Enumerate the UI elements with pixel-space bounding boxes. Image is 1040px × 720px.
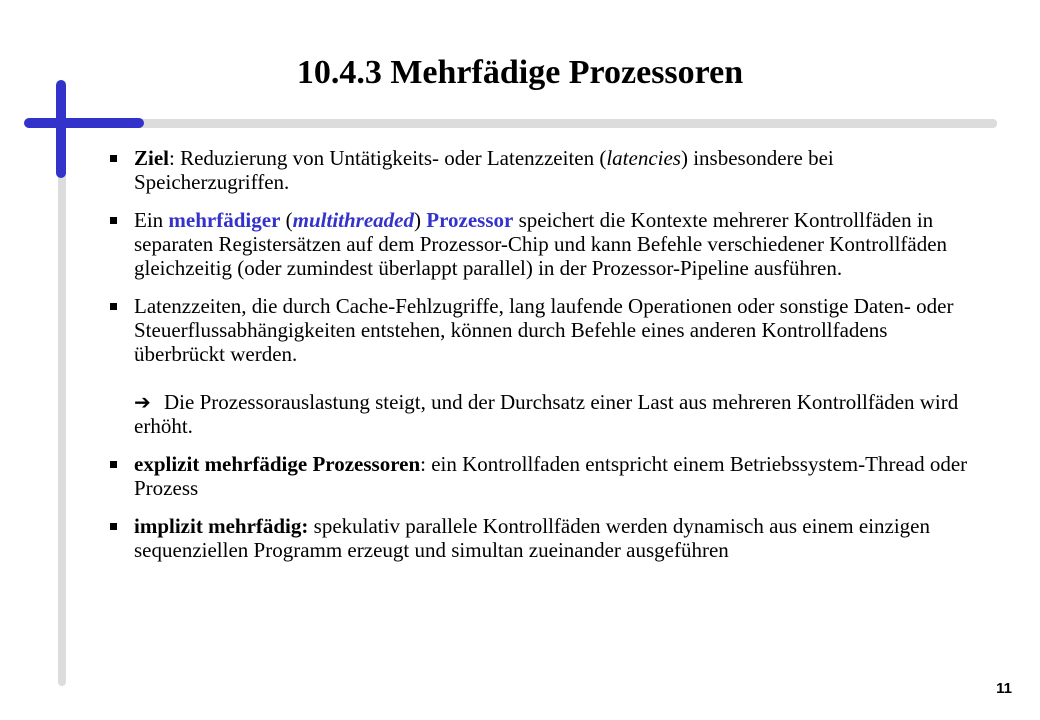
mt-lead: Ein xyxy=(134,208,169,232)
mt-term2: Prozessor xyxy=(426,208,514,232)
square-bullet-icon xyxy=(110,155,117,162)
explicit-text: : ein Kontrollfaden entspricht einem Betriebssystem-Thread oder Prozess xyxy=(134,452,968,500)
square-bullet-icon xyxy=(110,217,117,224)
implicit-text: spekulativ parallele Kontrollfäden werden dynamisch aus einem einzigen sequenziellen Programm erzeugt und simultan zueinander ausgeführen xyxy=(134,514,931,562)
latency-text: Latenzzeiten, die durch Cache-Fehlzugriffe, lang laufende Operationen oder sonstige Daten- oder Steuerflussabhängigkeiten entstehen, können durch Befehle eines anderen Kontrollfadens überbrückt werden. xyxy=(134,294,954,366)
mt-term: mehrfädiger xyxy=(168,208,281,232)
square-bullet-icon xyxy=(110,303,117,310)
bullet-multithreaded-processor xyxy=(102,208,982,280)
explicit-term: explizit mehrfädige Prozessoren xyxy=(134,452,421,476)
right-arrow-icon: ➔ xyxy=(134,390,151,414)
goal-italic: latencies xyxy=(606,146,681,170)
conclusion-line xyxy=(134,390,982,438)
page-number: 11 xyxy=(996,680,1012,697)
square-bullet-icon xyxy=(110,461,117,468)
bullet-implicit xyxy=(102,514,982,562)
decorative-horizontal-bar xyxy=(60,119,997,128)
slide-title: 10.4.3 Mehrfädige Prozessoren xyxy=(296,54,744,91)
bullet-list xyxy=(102,146,982,576)
conclusion-text: Die Prozessorauslastung steigt, und der Durchsatz einer Last aus mehreren Kontrollfäden wird erhöht. xyxy=(134,390,959,438)
mt-text: speichert die Kontexte mehrerer Kontrollfäden in separaten Registersätzen auf dem Prozessor-Chip und kann Befehle verschiedener Kontrollfäden gleichzeitig (oder zumindest überlappt parallel) in der Prozessor-Pipeline ausführen. xyxy=(134,208,948,280)
mt-paren-close: ) xyxy=(414,208,427,232)
decorative-horizontal-accent xyxy=(24,118,144,128)
mt-italic-term: multithreaded xyxy=(292,208,414,232)
implicit-term: implizit mehrfädig: xyxy=(134,514,309,538)
bullet-goal xyxy=(102,146,982,194)
mt-paren-open: ( xyxy=(280,208,293,232)
goal-text: : Reduzierung von Untätigkeits- oder Latenzzeiten ( xyxy=(169,146,607,170)
bullet-latency xyxy=(102,294,982,438)
goal-term: Ziel xyxy=(134,146,169,170)
decorative-vertical-accent xyxy=(56,80,66,178)
goal-text-end: ) insbesondere bei Speicherzugriffen. xyxy=(134,146,834,194)
square-bullet-icon xyxy=(110,523,117,530)
bullet-explicit xyxy=(102,452,982,500)
